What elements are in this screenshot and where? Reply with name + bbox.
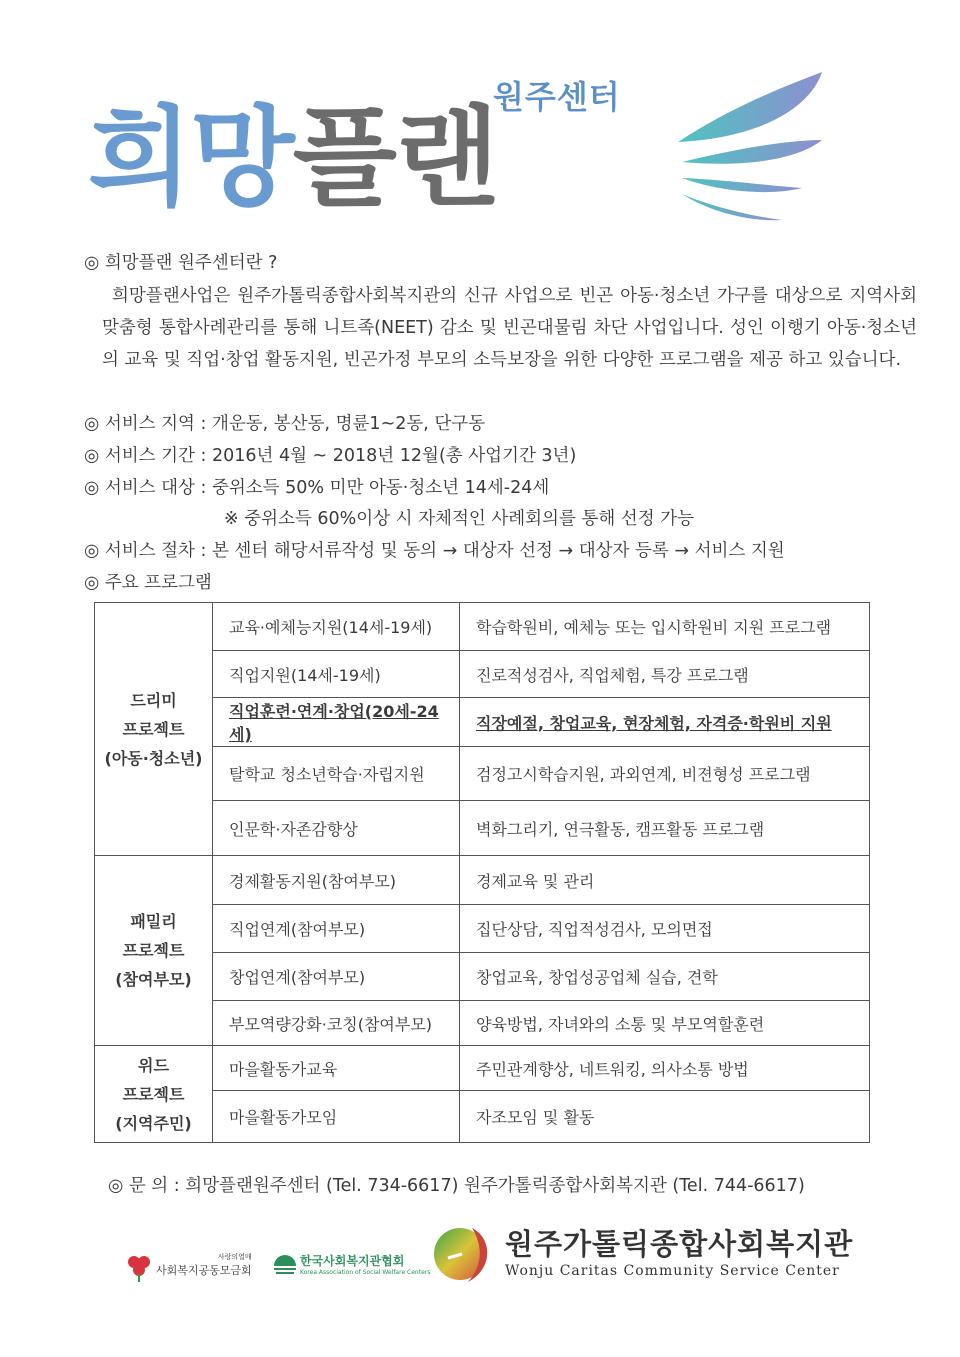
caritas-english-name: Wonju Caritas Community Service Center (505, 1263, 840, 1279)
group-with (95, 1046, 213, 1143)
logo-title-part1: 희망 (88, 96, 293, 221)
service-procedure: ◎ 서비스 절차 : 본 센터 해당서류작성 및 동의 → 대상자 선정 → 대상자 등록 → 서비스 지원 (84, 541, 785, 561)
program-detail (460, 698, 870, 747)
program-detail: 주민관계향상, 네트워킹, 의사소통 방법 (460, 1046, 870, 1091)
table-row (95, 603, 870, 651)
program-detail-text: 직장예절, 창업교육, 현장체험, 자격증·학원비 지원 (476, 713, 832, 733)
service-period: ◎ 서비스 기간 : 2016년 4월 ~ 2018년 12월(총 사업기간 3년) (84, 446, 577, 466)
kaswc-en: Korea Association of Social Welfare Centers (300, 1269, 431, 1276)
logo-title (88, 96, 498, 221)
program-name-text: 직업훈련·연계·창업(20세-24세) (229, 702, 439, 744)
programs-heading: ◎ 주요 프로그램 (84, 573, 212, 593)
program-detail: 양육방법, 자녀와의 소통 및 부모역할훈련 (460, 1001, 870, 1046)
caritas-logo-icon (432, 1224, 496, 1284)
service-target-note: ※ 중위소득 60%이상 시 자체적인 사례회의를 통해 선정 가능 (224, 509, 694, 529)
program-detail: 학습학원비, 예체능 또는 입시학원비 지원 프로그램 (460, 603, 870, 651)
logo-title-part2: 플랜 (292, 96, 498, 221)
service-target: ◎ 서비스 대상 : 중위소득 50% 미만 아동·청소년 14세-24세 (84, 478, 550, 498)
program-detail: 검정고시학습지원, 과외연계, 비젼형성 프로그램 (460, 747, 870, 801)
service-area: ◎ 서비스 지역 : 개운동, 봉산동, 명륜1~2동, 단구동 (84, 414, 486, 434)
wing-logo-icon (660, 68, 830, 228)
kaswc-logo (300, 1252, 430, 1276)
program-detail: 경제교육 및 관리 (460, 856, 870, 905)
group-label: 프로젝트 (122, 941, 185, 960)
group-label: (참여부모) (115, 970, 192, 989)
program-name: 직업지원(14세-19세) (213, 651, 460, 698)
group-label: 프로젝트 (122, 719, 185, 739)
logo-subtitle: 원주센터 (493, 78, 621, 116)
program-detail: 자조모임 및 활동 (460, 1091, 870, 1143)
program-detail: 벽화그리기, 연극활동, 캠프활동 프로그램 (460, 801, 870, 856)
group-label: 드리미 (130, 690, 177, 710)
kaswc-name: 한국사회복지관협회 (300, 1254, 405, 1268)
program-detail: 창업교육, 창업성공업체 실습, 견학 (460, 953, 870, 1001)
program-name: 부모역량강화·코칭(참여부모) (213, 1001, 460, 1046)
program-name: 창업연계(참여부모) (213, 953, 460, 1001)
program-detail: 집단상담, 직업적성검사, 모의면접 (460, 905, 870, 953)
group-label: 위드 (138, 1055, 169, 1075)
group-label: (지역주민) (115, 1113, 192, 1133)
group-label: (아동·청소년) (104, 748, 203, 768)
program-detail: 진로적성검사, 직업체험, 특강 프로그램 (460, 651, 870, 698)
chest-logo (156, 1252, 252, 1278)
chest-tagline: 사랑의열매 (217, 1253, 252, 1261)
group-family (95, 856, 213, 1046)
group-label: 패밀리 (130, 912, 177, 931)
table-row (95, 856, 870, 905)
program-name: 마을활동가모임 (213, 1091, 460, 1143)
table-row (95, 1046, 870, 1091)
program-name: 마을활동가교육 (213, 1046, 460, 1091)
kaswc-logo-icon (272, 1254, 298, 1278)
chest-name: 사회복지공동모금회 (156, 1264, 252, 1277)
program-name: 교육·예체능지원(14세-19세) (213, 603, 460, 651)
intro-heading: ◎ 희망플랜 원주센터란 ? (84, 253, 278, 273)
program-name: 탈학교 청소년학습·자립지원 (213, 747, 460, 801)
program-name (213, 698, 460, 747)
program-name: 직업연계(참여부모) (213, 905, 460, 953)
program-table (94, 602, 870, 1143)
contact-info: ◎ 문 의 : 희망플랜원주센터 (Tel. 734-6617) 원주가톨릭종합사회복지관 (Tel. 744-6617) (108, 1176, 805, 1196)
intro-body: 희망플랜사업은 원주가톨릭종합사회복지관의 신규 사업으로 빈곤 아동·청소년 가구를 대상으로 지역사회 맞춤형 통합사례관리를 통해 니트족(NEET) 감소 및 빈곤대물림 차단 사업입니다. 성인 이행기 아동·청소년의 교육 및 직업·창업 활동지원, 빈곤가정 부모의 소득보장을 위한 다양한 프로그램을 제공 하고 있습니다. (102, 286, 917, 370)
fruit-logo-icon (126, 1254, 152, 1282)
caritas-name: 원주가톨릭종합사회복지관 (505, 1227, 854, 1261)
program-name: 인문학·자존감향상 (213, 801, 460, 856)
group-label: 프로젝트 (122, 1084, 185, 1104)
program-name: 경제활동지원(참여부모) (213, 856, 460, 905)
group-dreamy (95, 603, 213, 856)
